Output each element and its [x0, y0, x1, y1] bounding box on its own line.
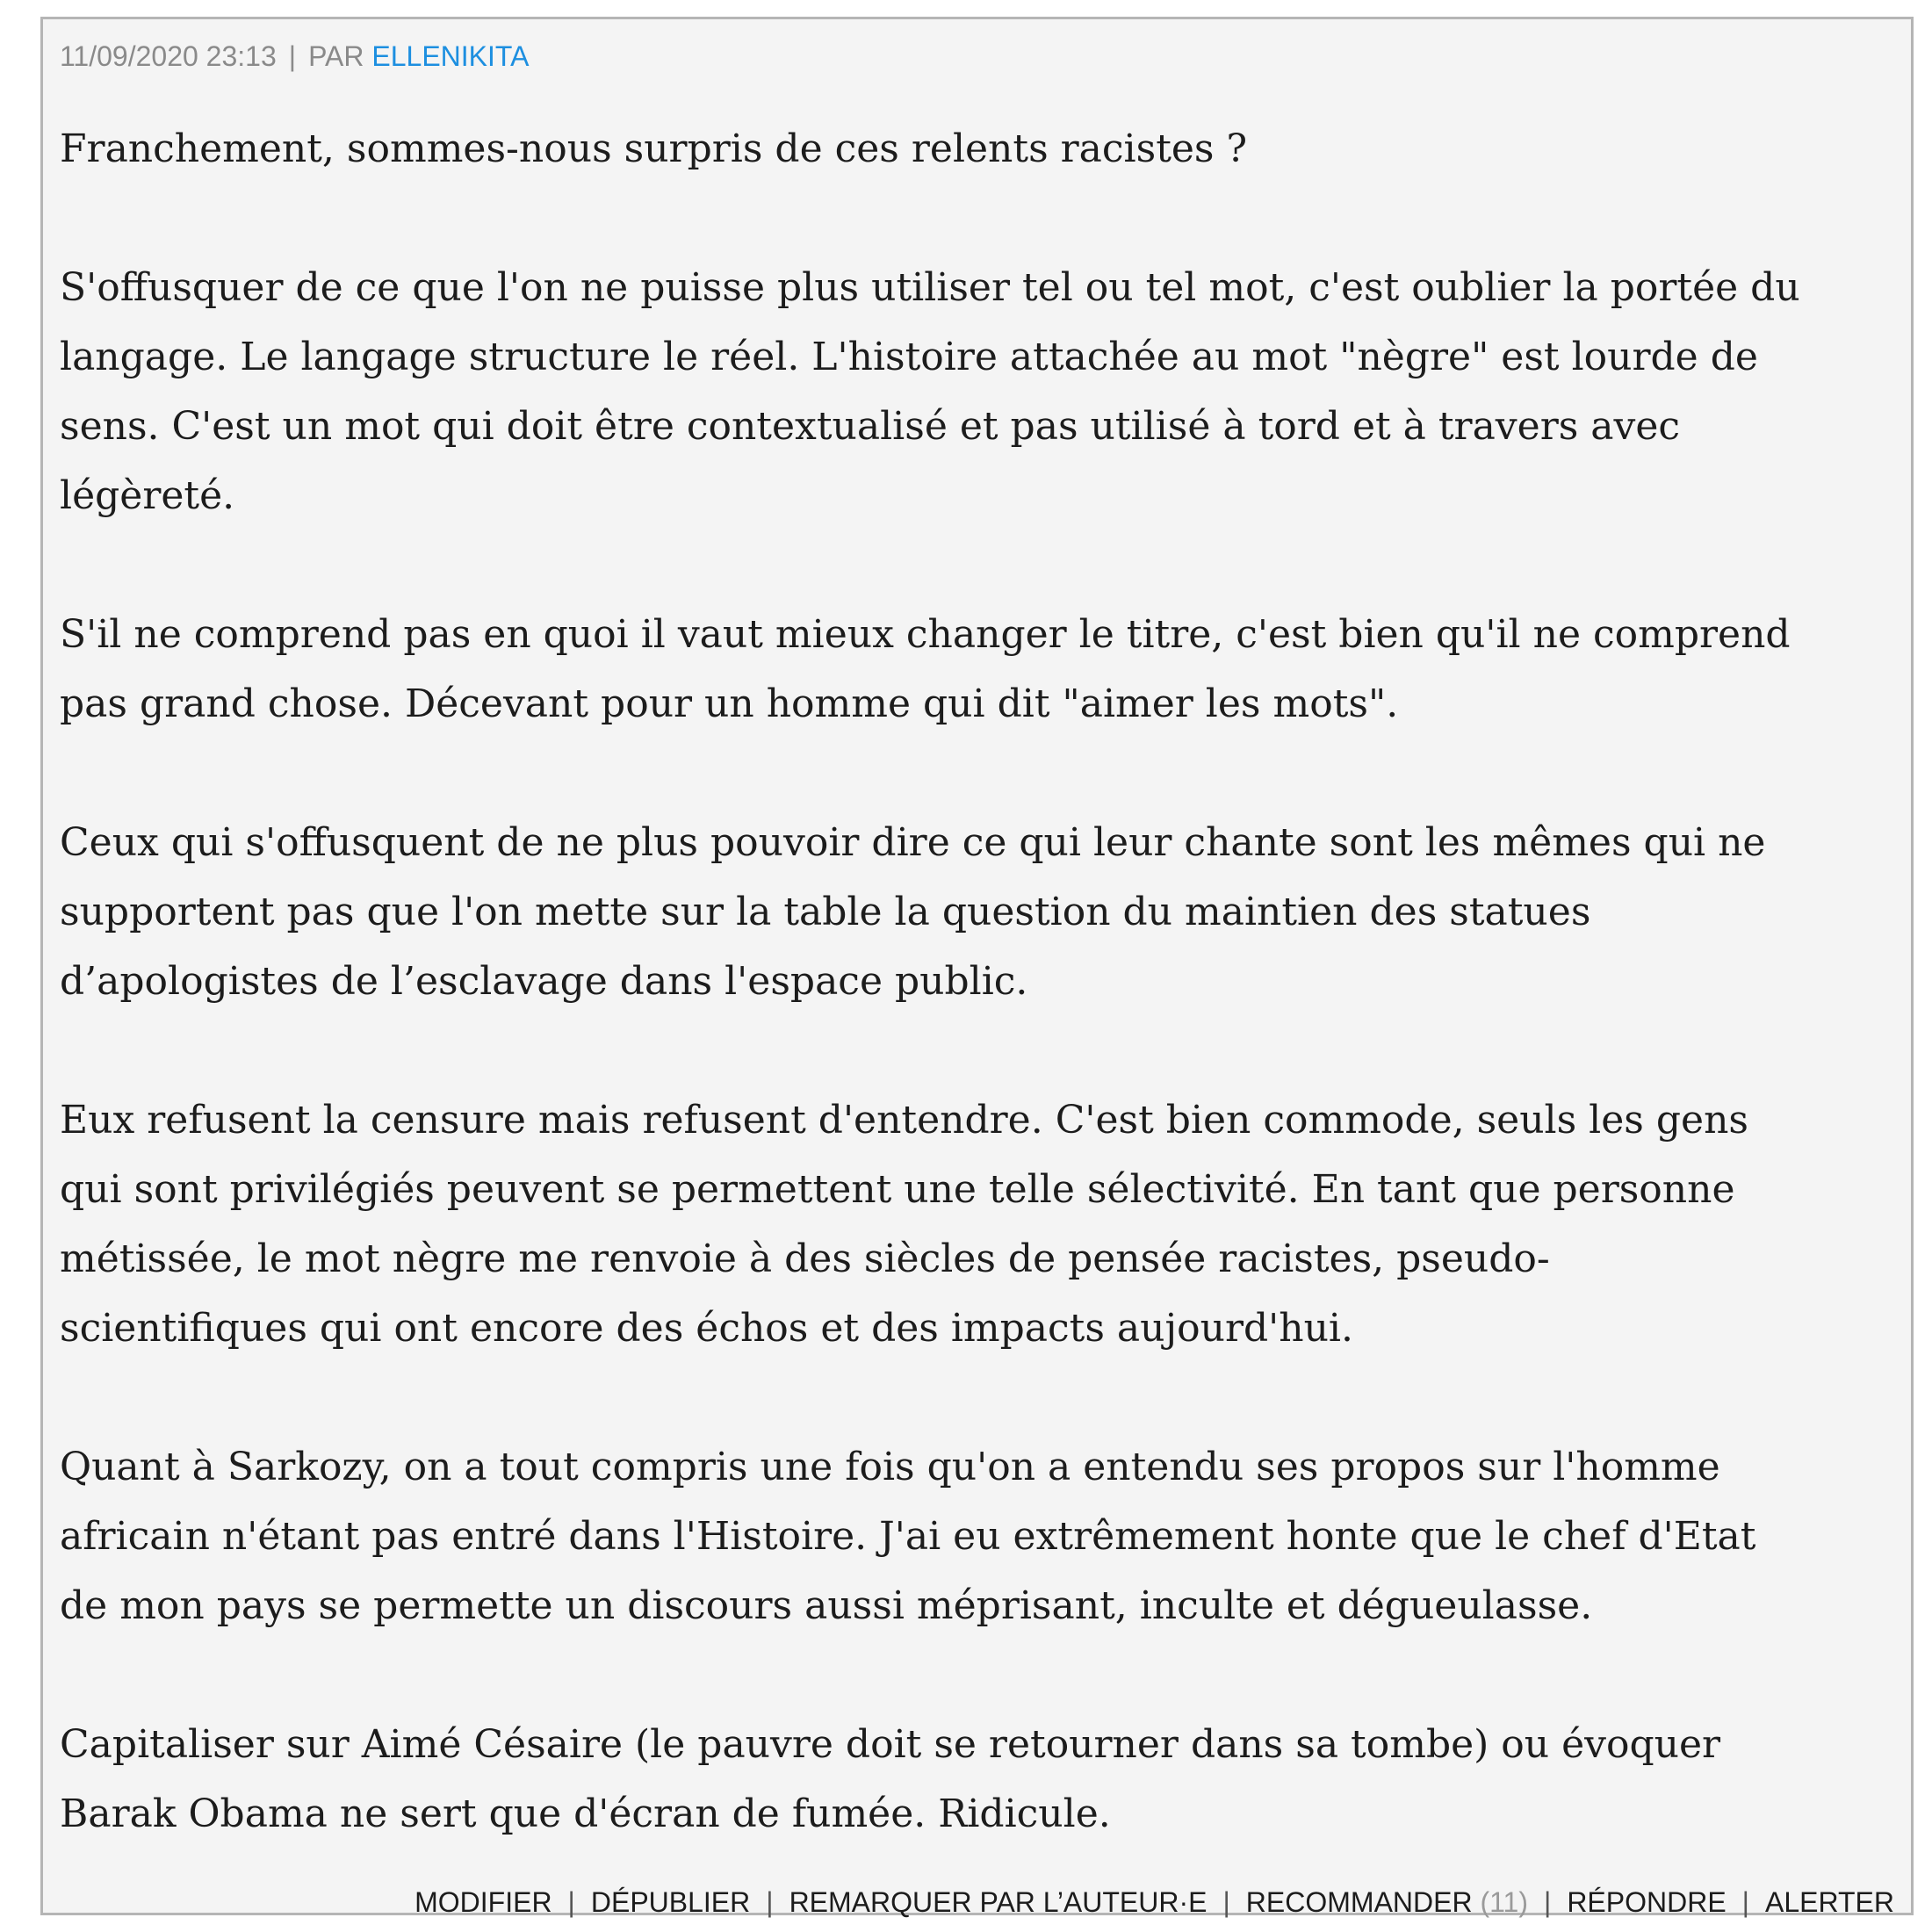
comment-actions: [415, 1885, 1894, 1920]
comment-paragraph: Quant à Sarkozy, on a tout compris une fois qu'on a entendu ses propos sur l'homme africain n'étant pas entré dans l'Histoire. J'ai eu extrêmement honte que le chef d'Etat de mon pays se permette un discours aussi méprisant, inculte et dégueulasse.: [60, 1445, 1756, 1628]
recommend-button[interactable]: [1246, 1886, 1528, 1918]
action-separator: |: [567, 1886, 575, 1918]
by-label: PAR: [308, 40, 364, 72]
comment-body: [60, 114, 1900, 1849]
comment-date: 11/09/2020 23:13: [60, 40, 277, 72]
unpublish-button[interactable]: DÉPUBLIER: [590, 1886, 751, 1918]
comment-paragraph: Eux refusent la censure mais refusent d'entendre. C'est bien commode, seuls les gens qui sont privilégiés peuvent se permettent une telle sélectivité. En tant que personne métissée, le mot nègre me renvoie à des siècles de pensée racistes, pseudo- scientifiques qui ont encore des échos et des impacts aujourd'hui.: [60, 1098, 1748, 1351]
recommend-label: RECOMMANDER: [1245, 1886, 1473, 1918]
report-button[interactable]: ALERTER: [1764, 1886, 1894, 1918]
action-separator: |: [1222, 1886, 1230, 1918]
comment-meta: [60, 39, 529, 74]
highlight-by-author-button[interactable]: REMARQUER PAR L’AUTEUR·E: [789, 1886, 1208, 1918]
modify-button[interactable]: MODIFIER: [415, 1886, 552, 1918]
author-link[interactable]: ELLENIKITA: [371, 40, 530, 72]
action-separator: |: [766, 1886, 774, 1918]
action-separator: |: [1544, 1886, 1552, 1918]
action-separator: |: [1741, 1886, 1749, 1918]
comment-card: [40, 17, 1914, 1918]
comment-paragraph: S'il ne comprend pas en quoi il vaut mieux changer le titre, c'est bien qu'il ne comprend pas grand chose. Décevant pour un homme qui dit "aimer les mots".: [60, 612, 1791, 726]
comment-paragraph: Franchement, sommes-nous surpris de ces relents racistes ?: [60, 126, 1248, 171]
reply-button[interactable]: RÉPONDRE: [1567, 1886, 1727, 1918]
comment-paragraph: Capitaliser sur Aimé Césaire (le pauvre doit se retourner dans sa tombe) ou évoquer Barak Obama ne sert que d'écran de fumée. Ridicule.: [60, 1722, 1721, 1836]
meta-separator: |: [288, 40, 297, 72]
comment-paragraph: Ceux qui s'offusquent de ne plus pouvoir dire ce qui leur chante sont les mêmes qui ne supportent pas que l'on mette sur la table la question du maintien des statues d’apologistes de l’esclavage dans l'espace public.: [60, 820, 1766, 1004]
comment-paragraph: S'offusquer de ce que l'on ne puisse plus utiliser tel ou tel mot, c'est oublier la portée du langage. Le langage structure le réel. L'histoire attachée au mot "nègre" est lourde de sens. C'est un mot qui doit être contextualisé et pas utilisé à tord et à travers avec légèreté.: [60, 265, 1800, 518]
recommend-count: (11): [1480, 1886, 1528, 1918]
